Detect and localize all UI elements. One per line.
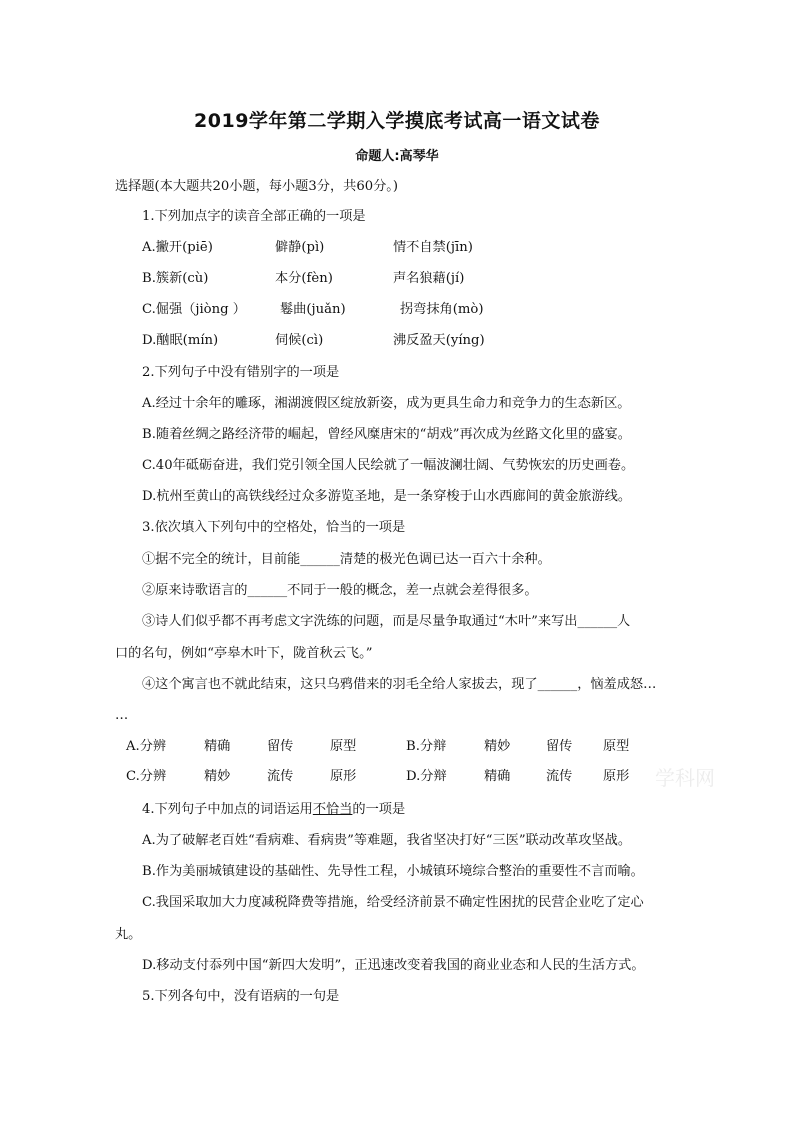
q3-option-d-1: D.分辩 xyxy=(406,769,447,784)
q3-s2-part-b: 不同于一般的概念，差一点就会差得很多。 xyxy=(287,583,538,598)
q2-option-b: B.随着丝绸之路经济带的崛起，曾经风糜唐宋的“胡戏”再次成为丝路文化里的盛宴。 xyxy=(142,427,631,442)
q3-sentence-2 xyxy=(142,582,538,600)
q4-option-b: B.作为美丽城镇建设的基础性、先导性工程，小城镇环境综合整治的重要性不言而喻。 xyxy=(142,864,644,879)
q3-option-c-4: 原形 xyxy=(330,769,357,784)
q1-option-c-1: C.倔强（jiòng ） xyxy=(142,302,246,317)
q3-s1-part-a: ①据不完全的统计，目前能 xyxy=(142,552,301,567)
q4-stem-part-a: 4.下列句子中加点的词语运用 xyxy=(142,802,313,817)
section-heading: 选择题(本大题共20小题，每小题3分，共60分。) xyxy=(115,179,399,194)
blank-field: ______ xyxy=(537,677,578,692)
q3-sentence-3 xyxy=(142,613,630,631)
q3-option-c-1: C.分辨 xyxy=(126,769,167,784)
q1-option-d-3: 沸反盈天(yíng) xyxy=(393,333,485,348)
q3-option-a-1: A.分辨 xyxy=(126,739,167,754)
q3-sentence-4 xyxy=(142,676,656,694)
q3-option-a-2: 精确 xyxy=(204,739,231,754)
q3-option-c-2: 精妙 xyxy=(204,769,231,784)
q3-option-c-3: 流传 xyxy=(267,769,294,784)
blank-field: ______ xyxy=(577,614,618,629)
question-4-stem xyxy=(142,801,405,819)
q1-option-a-2: 僻静(pì) xyxy=(275,240,325,255)
watermark: 学科网 xyxy=(655,766,715,790)
author-line: 命题人:高琴华 xyxy=(355,149,439,164)
q1-option-d-1: D.酗眠(mín) xyxy=(142,333,219,348)
page-title: 2019学年第二学期入学摸底考试高一语文试卷 xyxy=(194,110,600,132)
q3-option-b-4: 原型 xyxy=(603,739,630,754)
q3-option-b-2: 精妙 xyxy=(484,739,511,754)
q3-s4-part-a: ④这个寓言也不就此结束，这只乌鸦借来的羽毛全给人家拔去，现了 xyxy=(142,677,538,692)
q1-option-b-2: 本分(fèn) xyxy=(275,271,333,286)
q4-option-a: A.为了破解老百姓“看病难、看病贵”等难题，我省坚决打好“三医”联动改革攻坚战。 xyxy=(142,833,632,848)
q3-sentence-4-cont: … xyxy=(115,708,129,723)
q2-option-c: C.40年砥砺奋进，我们党引领全国人民绘就了一幅波澜壮阔、气势恢宏的历史画卷。 xyxy=(142,458,635,473)
q1-option-d-2: 伺候(cì) xyxy=(275,333,324,348)
q3-option-d-2: 精确 xyxy=(484,769,511,784)
q3-s4-part-b: ，恼羞成怒… xyxy=(577,677,657,692)
q4-option-d: D.移动支付忝列中国“新四大发明”，正迅速改变着我国的商业业态和人民的生活方式。 xyxy=(142,958,645,973)
q4-option-c: C.我国采取加大力度减税降费等措施，给受经济前景不确定性困扰的民营企业吃了定心 xyxy=(142,895,644,910)
q1-option-b-3: 声名狼藉(jí) xyxy=(393,271,465,286)
question-3-stem: 3.依次填入下列句中的空格处，恰当的一项是 xyxy=(142,520,406,535)
question-2-stem: 2.下列句子中没有错别字的一项是 xyxy=(142,365,340,380)
q4-option-c-cont: 丸。 xyxy=(115,927,142,942)
q3-option-a-3: 留传 xyxy=(267,739,294,754)
q1-option-c-3: 拐弯抹角(mò) xyxy=(400,302,484,317)
q3-option-b-3: 留传 xyxy=(546,739,573,754)
q3-s3-part-a: ③诗人们似乎都不再考虑文字洗练的问题，而是尽量争取通过“木叶”来写出 xyxy=(142,614,578,629)
q3-option-d-3: 流传 xyxy=(546,769,573,784)
q3-sentence-3-cont: 口的名句，例如“亭皋木叶下，陇首秋云飞。” xyxy=(115,646,373,661)
q3-s2-part-a: ②原来诗歌语言的 xyxy=(142,583,248,598)
q3-s1-part-b: 清楚的极光色调已达一百六十余种。 xyxy=(339,552,551,567)
q3-option-b-1: B.分辩 xyxy=(406,739,447,754)
q1-option-a-1: A.撇开(piē) xyxy=(142,240,213,255)
q2-option-a: A.经过十余年的雕琢，湘湖渡假区绽放新姿，成为更具生命力和竞争力的生态新区。 xyxy=(142,396,631,411)
q2-option-d: D.杭州至黄山的高铁线经过众多游览圣地，是一条穿梭于山水西廊间的黄金旅游线。 xyxy=(142,489,632,504)
q3-option-d-4: 原形 xyxy=(603,769,630,784)
q1-option-c-2: 鬈曲(juǎn) xyxy=(280,302,346,317)
question-1-stem: 1.下列加点字的读音全部正确的一项是 xyxy=(142,209,366,224)
blank-field: ______ xyxy=(300,552,340,567)
blank-field: ______ xyxy=(247,583,288,598)
q4-stem-part-b: 的一项是 xyxy=(352,802,406,817)
q1-option-a-3: 情不自禁(jīn) xyxy=(393,240,473,255)
q3-sentence-1 xyxy=(142,551,551,569)
q1-option-b-1: B.簇新(cù) xyxy=(142,271,209,286)
q4-stem-underlined: 不恰当 xyxy=(312,802,353,817)
question-5-stem: 5.下列各句中，没有语病的一句是 xyxy=(142,989,340,1004)
q3-option-a-4: 原型 xyxy=(330,739,357,754)
q3-s3-part-b: 人 xyxy=(617,614,631,629)
